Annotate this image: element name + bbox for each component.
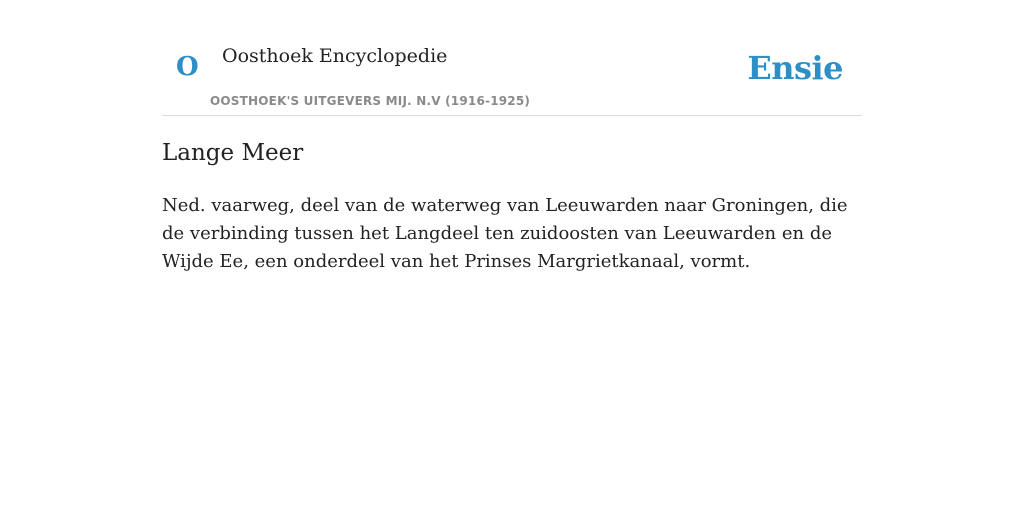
entry-body-text: Ned. vaarweg, deel van de waterweg van Leeuwarden naar Groningen, die de verbinding tussen het Langdeel ten zuidoosten van Leeuwarden en de Wijde Ee, een onderdeel van het Prinses Margrietkanaal, vormt. xyxy=(162,195,848,272)
encyclopedia-logo-icon[interactable]: O xyxy=(176,52,199,82)
source-header xyxy=(162,0,862,116)
publisher-subtitle: OOSTHOEK'S UITGEVERS MIJ. N.V (1916-1925) xyxy=(210,94,531,108)
ensie-logo-link[interactable]: Ensie xyxy=(747,49,843,87)
page-container xyxy=(162,0,862,272)
entry-title: Lange Meer xyxy=(162,140,304,166)
encyclopedia-title-link[interactable]: Oosthoek Encyclopedie xyxy=(222,45,448,67)
